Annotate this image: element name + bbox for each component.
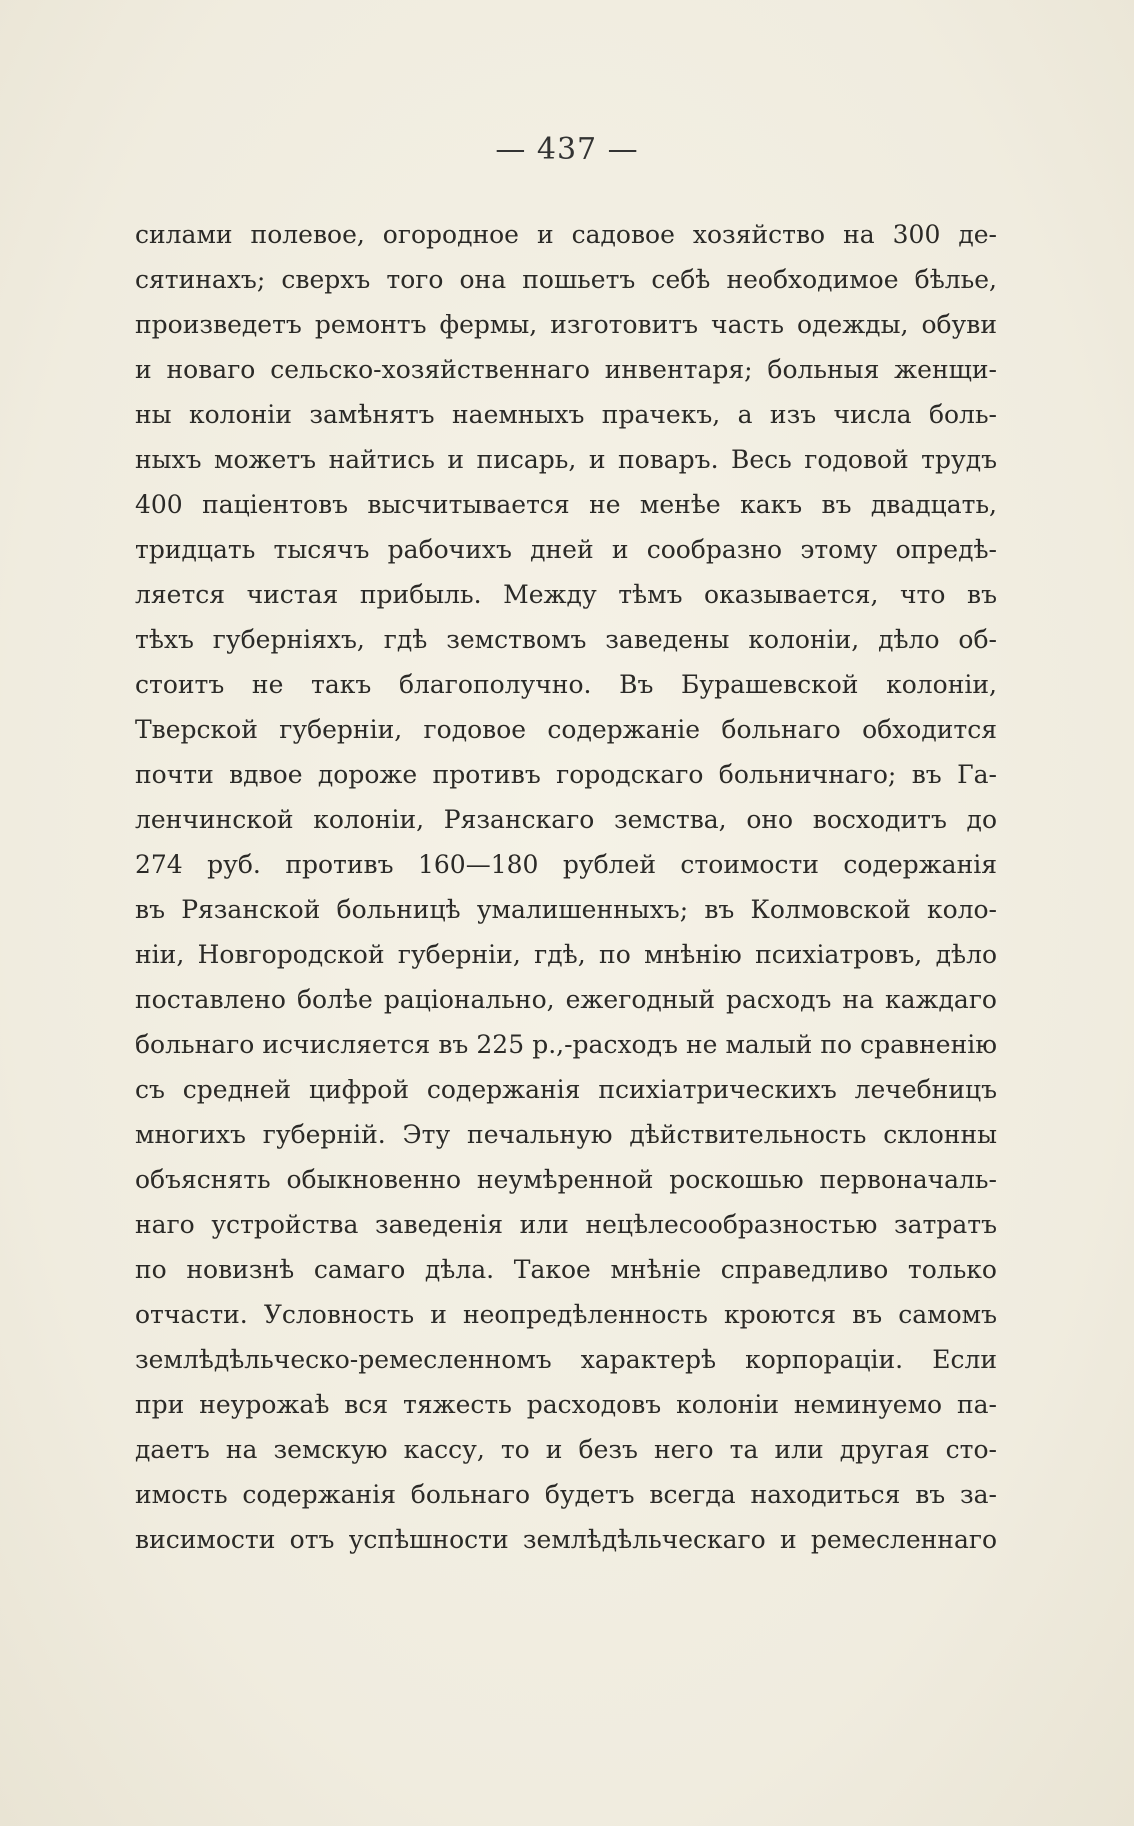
- text-line: ны колоніи замѣнятъ наемныхъ прачекъ, а изъ числа боль-: [135, 400, 997, 429]
- text-line: произведетъ ремонтъ фермы, изготовитъ часть одежды, обуви: [135, 310, 997, 339]
- body-text: [135, 212, 997, 1562]
- text-line: и новаго сельско-хозяйственнаго инвентаря; больныя женщи-: [135, 355, 997, 384]
- text-line: ныхъ можетъ найтись и писарь, и поваръ. Весь годовой трудъ: [135, 445, 997, 474]
- text-line: 400 паціентовъ высчитывается не менѣе какъ въ двадцать,: [135, 490, 997, 519]
- text-line: тридцать тысячъ рабочихъ дней и сообразно этому опредѣ-: [135, 535, 997, 564]
- page-number: — 437 —: [495, 132, 639, 167]
- text-line: землѣдѣльческо-ремесленномъ характерѣ корпораціи. Если: [135, 1345, 997, 1374]
- text-line: ленчинской колоніи, Рязанскаго земства, оно восходитъ до: [135, 805, 997, 834]
- text-line: почти вдвое дороже противъ городскаго больничнаго; въ Га-: [135, 760, 997, 789]
- text-line: поставлено болѣе раціонально, ежегодный расходъ на каждаго: [135, 985, 997, 1014]
- text-line: стоитъ не такъ благополучно. Въ Бурашевской колоніи,: [135, 670, 997, 699]
- text-line: сятинахъ; сверхъ того она пошьетъ себѣ необходимое бѣлье,: [135, 265, 997, 294]
- text-line: при неурожаѣ вся тяжесть расходовъ колоніи неминуемо па-: [135, 1390, 997, 1419]
- text-line: въ Рязанской больницѣ умалишенныхъ; въ Колмовской коло-: [135, 895, 997, 924]
- text-line: многихъ губерній. Эту печальную дѣйствительность склонны: [135, 1120, 997, 1149]
- text-line: наго устройства заведенія или нецѣлесообразностью затратъ: [135, 1210, 997, 1239]
- text-line: съ средней цифрой содержанія психіатрическихъ лечебницъ: [135, 1075, 997, 1104]
- text-line: 274 руб. противъ 160—180 рублей стоимости содержанія: [135, 850, 997, 879]
- text-line: даетъ на земскую кассу, то и безъ него та или другая сто-: [135, 1435, 997, 1464]
- text-line: отчасти. Условность и неопредѣленность кроются въ самомъ: [135, 1300, 997, 1329]
- text-line: объяснять обыкновенно неумѣренной роскошью первоначаль-: [135, 1165, 997, 1194]
- text-line: силами полевое, огородное и садовое хозяйство на 300 де-: [135, 220, 997, 249]
- text-line: Тверской губерніи, годовое содержаніе больнаго обходится: [135, 715, 997, 744]
- text-line: тѣхъ губерніяхъ, гдѣ земствомъ заведены колоніи, дѣло об-: [135, 625, 997, 654]
- text-line: больнаго исчисляется въ 225 р.,-расходъ не малый по сравненію: [135, 1030, 997, 1059]
- text-line: по новизнѣ самаго дѣла. Такое мнѣніе справедливо только: [135, 1255, 997, 1284]
- text-line: висимости отъ успѣшности землѣдѣльческаго и ремесленнаго: [135, 1525, 997, 1554]
- text-line: ніи, Новгородской губерніи, гдѣ, по мнѣнію психіатровъ, дѣло: [135, 940, 997, 969]
- text-line: ляется чистая прибыль. Между тѣмъ оказывается, что въ: [135, 580, 997, 609]
- text-line: имость содержанія больнаго будетъ всегда находиться въ за-: [135, 1480, 997, 1509]
